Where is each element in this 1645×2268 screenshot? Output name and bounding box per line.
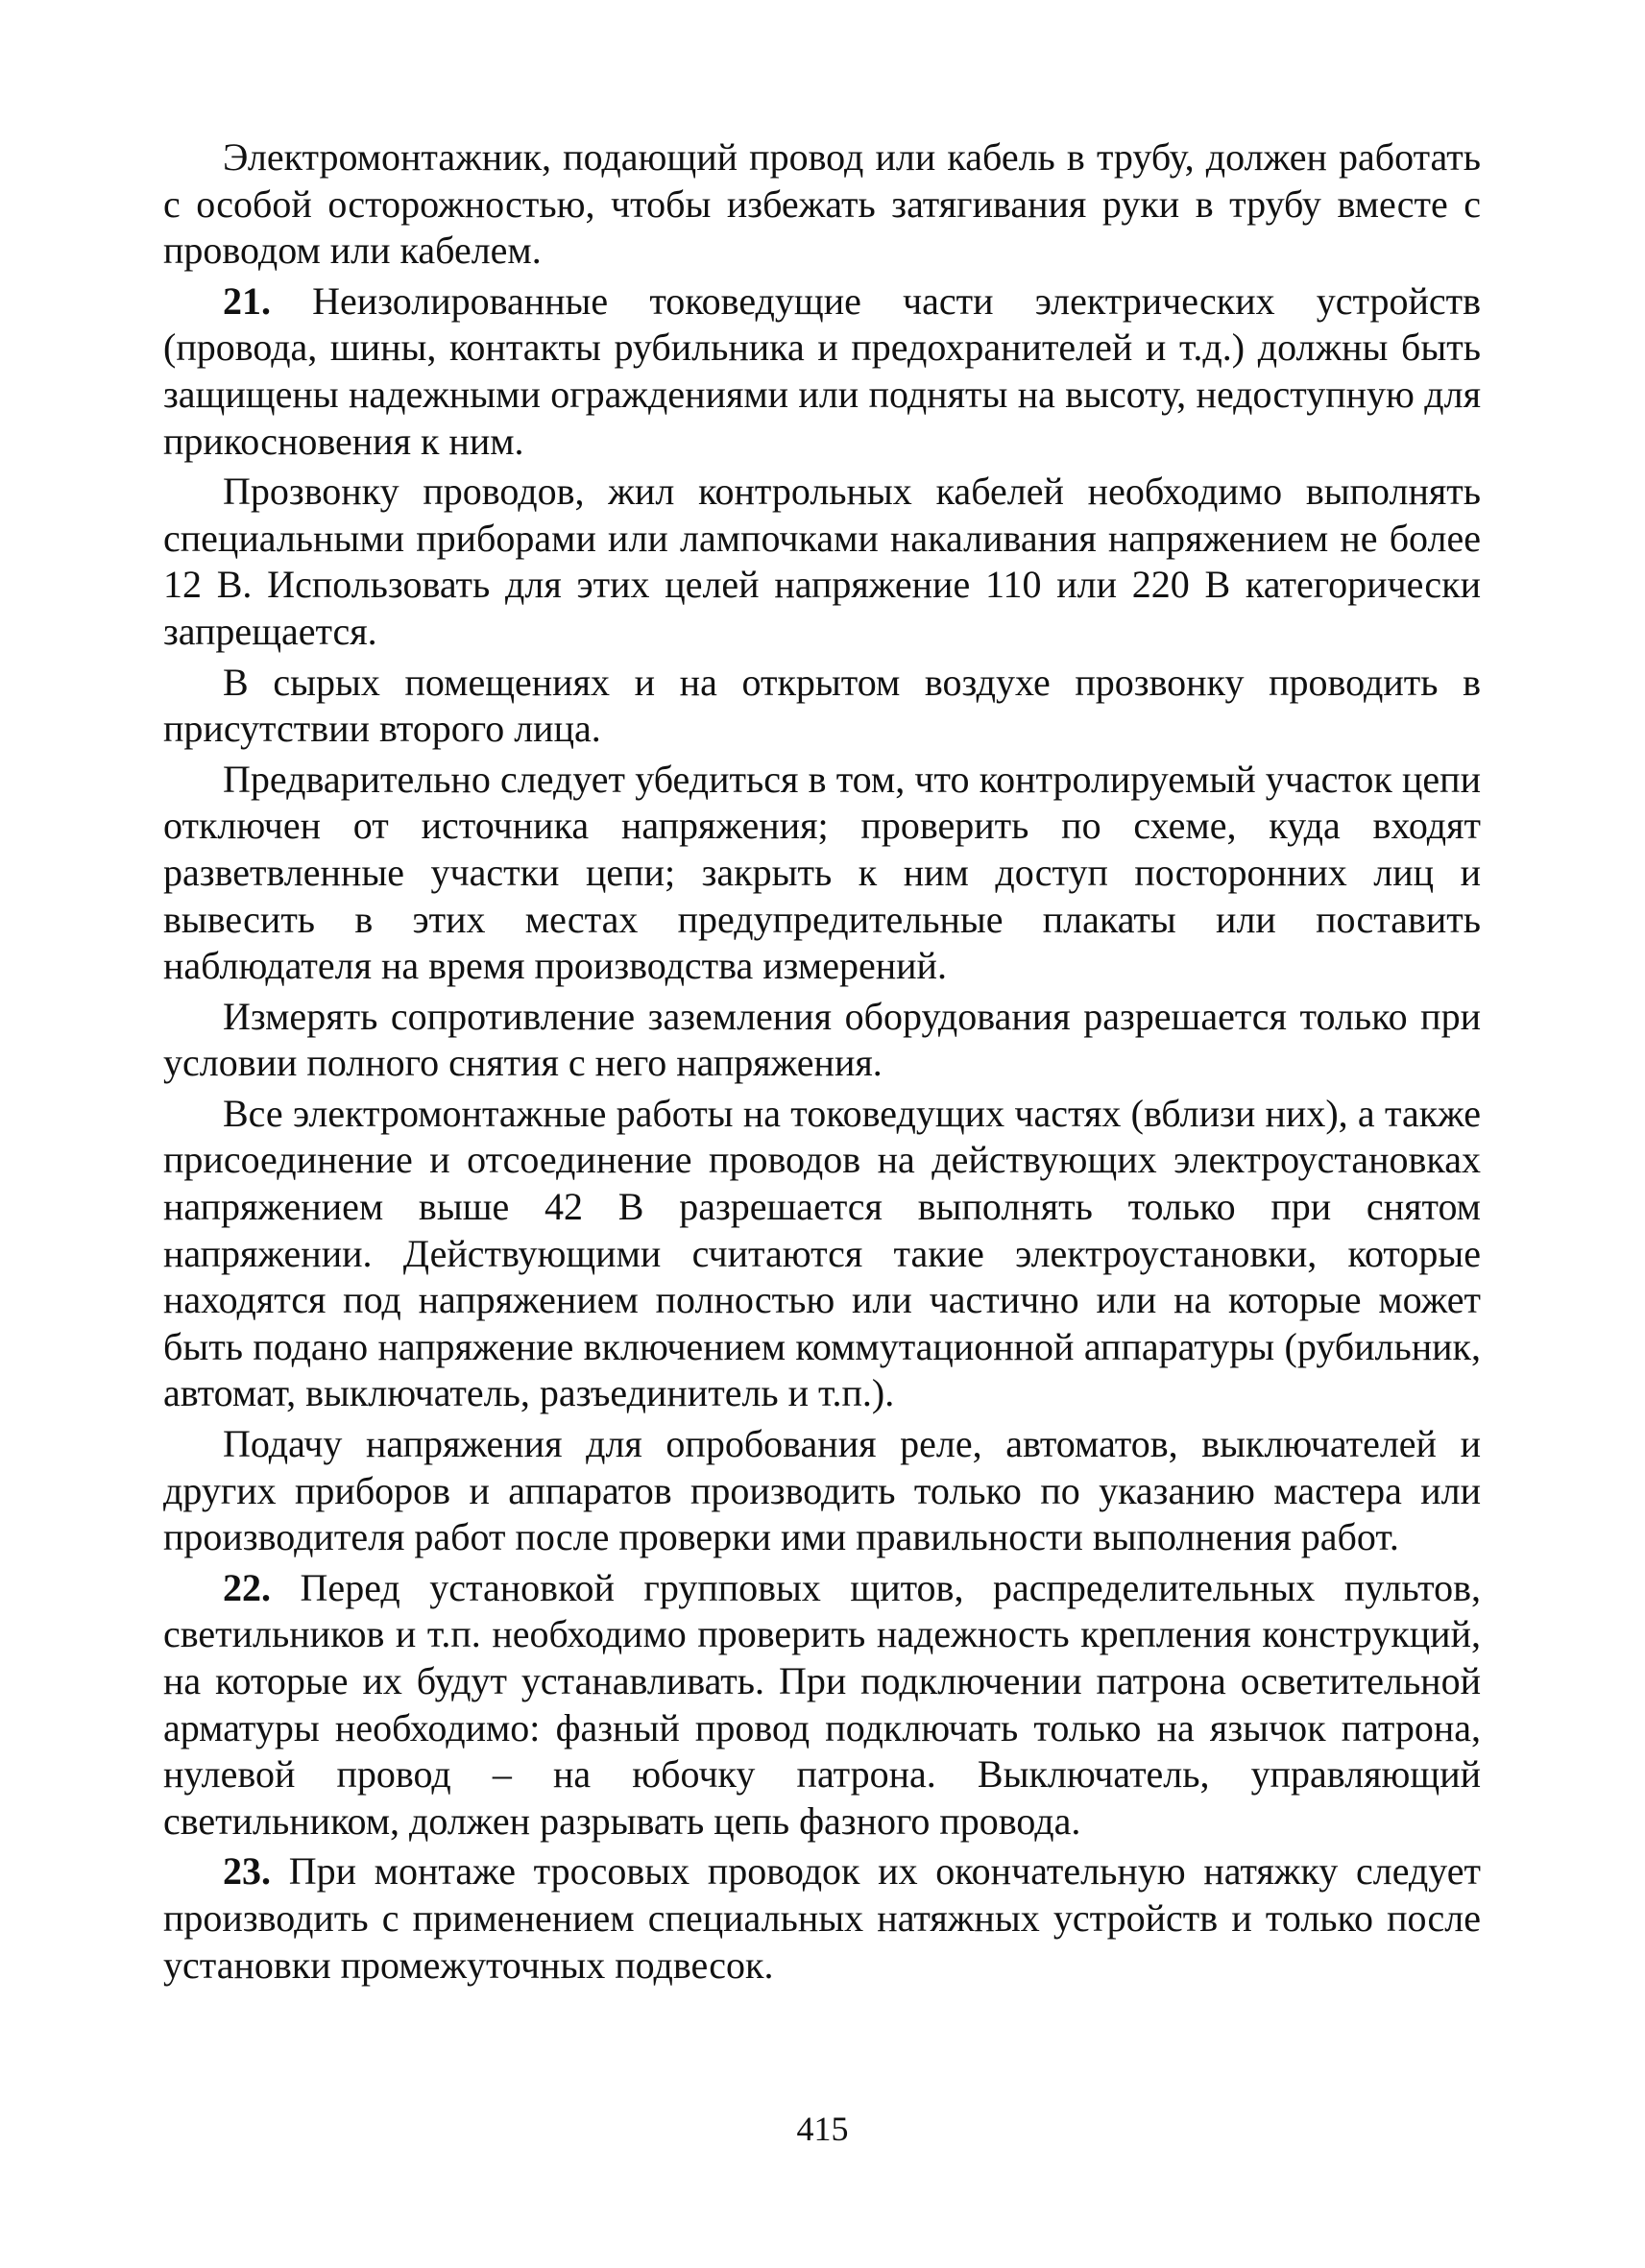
paragraph-text: Все электромонтажные работы на токоведущих частях (вблизи них), а также присоединение и отсоединение проводов на действующих электроустановках напряжением выше 42 В разрешается выполнять только при снятом напряжении. Действующими считаются такие электроустановки, которые находятся под напряжением полностью или частично или на которые может быть подано напряжение включением коммутационной аппаратуры (рубильник, автомат, выключатель, разъединитель и т.п.).: [163, 1091, 1481, 1415]
paragraph-text: Неизолированные токоведущие части электрических устройств (провода, шины, контакты рубильника и предохранителей и т.д.) должны быть защищены надежными ограждениями или подняты на высоту, недоступную для прикосновения к ним.: [163, 278, 1481, 463]
paragraph-text: Прозвонку проводов, жил контрольных кабелей необходимо выполнять специальными приборами или лампочками накаливания напряжением не более 12 В. Использовать для этих целей напряжение 110 или 220 В категорически запрещается.: [163, 470, 1481, 653]
paragraph-text: Подачу напряжения для опробования реле, автоматов, выключателей и других приборов и аппаратов производить только по указанию мастера или производителя работ после проверки ими правильности выполнения работ.: [163, 1422, 1481, 1559]
paragraph-8: [163, 1421, 1481, 1565]
page-body: [163, 134, 1481, 1992]
paragraph-4: [163, 660, 1481, 757]
paragraph-5: [163, 757, 1481, 994]
paragraph-9: [163, 1565, 1481, 1849]
paragraph-text: Измерять сопротивление заземления оборудования разрешается только при условии полного снятия с него напряжения.: [163, 994, 1481, 1085]
paragraph-text: При монтаже тросовых проводок их окончательную натяжку следует производить с применением специальных натяжных устройств и только после установки промежуточных подвесок.: [163, 1849, 1481, 1987]
item-number: 21.: [223, 278, 271, 323]
paragraph-text: Электромонтажник, подающий провод или кабель в трубу, должен работать с особой осторожностью, чтобы избежать затягивания руки в трубу вместе с проводом или кабелем.: [163, 135, 1481, 273]
paragraph-text: Предварительно следует убедиться в том, что контролируемый участок цепи отключен от источника напряжения; проверить по схеме, куда входят разветвленные участки цепи; закрыть к ним доступ посторонних лиц и вывесить в этих местах предупредительные плакаты или поставить наблюдателя на время производства измерений.: [163, 757, 1481, 988]
paragraph-10: [163, 1848, 1481, 1992]
paragraph-text: В сырых помещениях и на открытом воздухе прозвонку проводить в присутствии второго лица.: [163, 660, 1481, 751]
paragraph-2: [163, 278, 1481, 469]
paragraph-6: [163, 994, 1481, 1091]
page-number: 415: [796, 2110, 849, 2148]
item-number: 22.: [223, 1565, 271, 1609]
paragraph-3: [163, 469, 1481, 659]
item-number: 23.: [223, 1849, 271, 1894]
paragraph-7: [163, 1091, 1481, 1421]
paragraph-1: [163, 134, 1481, 278]
paragraph-text: Перед установкой групповых щитов, распределительных пультов, светильников и т.п. необходимо проверить надежность крепления конструкций, на которые их будут устанавливать. При подключении патрона осветительной арматуры необходимо: фазный провод подключать только на язычок патрона, нулевой провод – на юбочку патрона. Выключатель, управляющий светильником, должен разрывать цепь фазного провода.: [163, 1565, 1482, 1843]
